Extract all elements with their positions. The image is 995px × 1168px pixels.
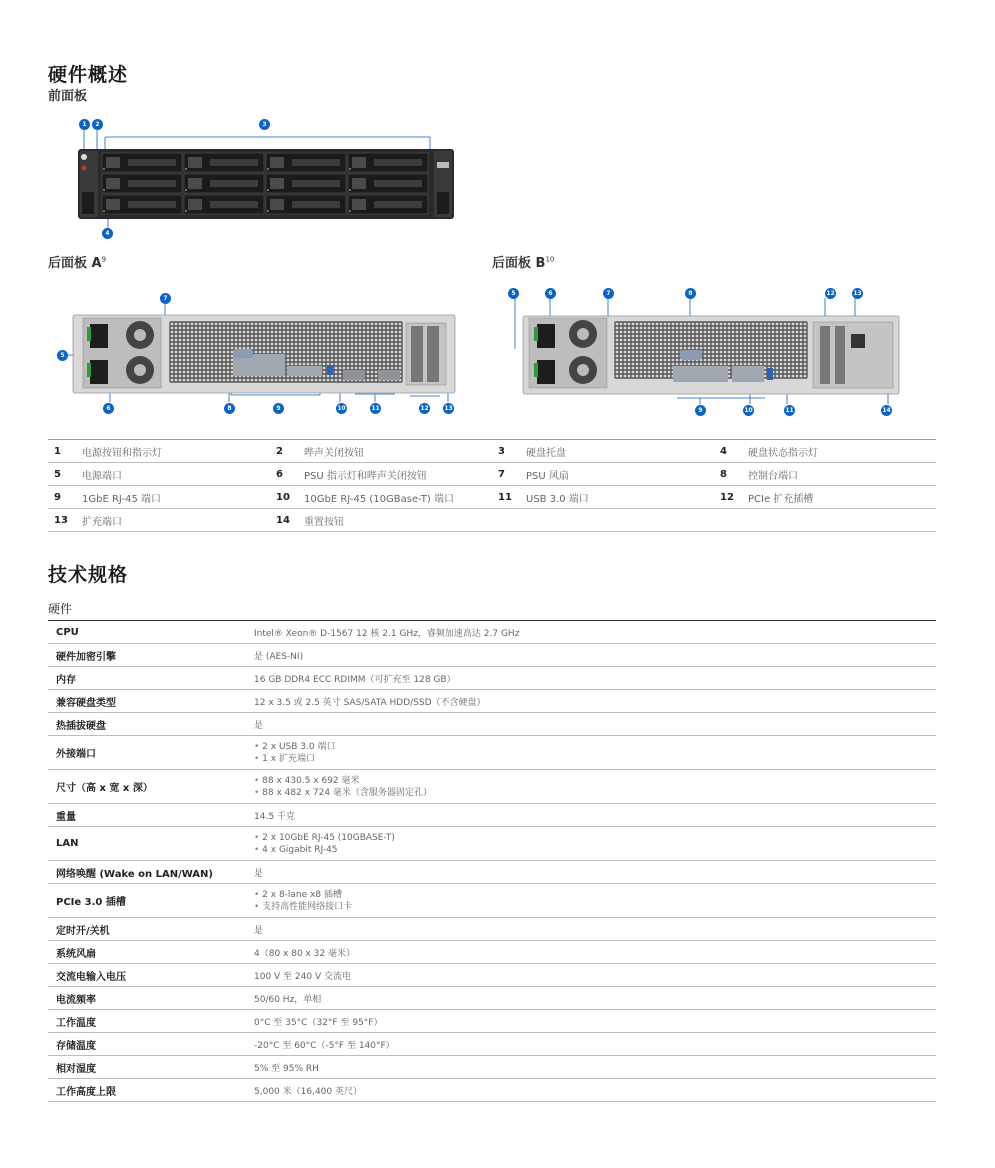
spec-key: 存储温度: [56, 1040, 96, 1052]
spec-value-item: • 2 x USB 3.0 端口: [254, 741, 335, 753]
spec-value: 是: [254, 868, 264, 879]
spec-key: 定时开/关机: [56, 925, 110, 937]
spec-value: [254, 889, 352, 913]
component-legend: [48, 439, 936, 532]
spec-value: 12 x 3.5 或 2.5 英寸 SAS/SATA HDD/SSD（不含硬盘）: [254, 697, 486, 708]
overview-title: 硬件概述: [48, 64, 129, 86]
callout-4: 4: [102, 228, 113, 239]
spec-row: [48, 964, 936, 987]
spec-row: [48, 987, 936, 1010]
spec-row: [48, 770, 936, 804]
spec-key: 系统风扇: [56, 948, 96, 960]
spec-key: 重量: [56, 811, 76, 823]
callout-12: 12: [420, 405, 429, 412]
legend-row: 13 扩充端口 14 重置按钮: [48, 509, 936, 532]
spec-key: 外接端口: [56, 749, 96, 760]
legend-row: 5 电源端口 6 PSU 指示灯和哔声关闭按钮 7 PSU 风扇 8 控制台端口: [48, 463, 936, 486]
spec-row: [48, 884, 936, 918]
spec-row: [48, 804, 936, 827]
callout-7: 7: [160, 293, 171, 304]
spec-row: [48, 918, 936, 941]
spec-row: [48, 713, 936, 736]
spec-row: [48, 1079, 936, 1102]
spec-key: 交流电输入电压: [56, 971, 126, 983]
callout-5: 5: [57, 350, 68, 361]
spec-row: [48, 861, 936, 884]
callout-6b: 6: [545, 288, 556, 299]
spec-value: 是 (AES-NI): [254, 651, 304, 662]
spec-value: 4（80 x 80 x 32 毫米）: [254, 948, 356, 959]
spec-value-item: • 1 x 扩充端口: [254, 753, 335, 765]
callout-6: 6: [103, 403, 114, 414]
spec-row: [48, 644, 936, 667]
spec-value: 50/60 Hz，单相: [254, 994, 322, 1005]
spec-row: [48, 941, 936, 964]
spec-key: LAN: [56, 838, 79, 849]
spec-value: 0°C 至 35°C（32°F 至 95°F）: [254, 1017, 383, 1028]
callout-13b: 13: [853, 290, 862, 297]
spec-key: PCIe 3.0 插槽: [56, 897, 126, 908]
spec-value: 14.5 千克: [254, 811, 295, 822]
spec-value: 是: [254, 720, 264, 731]
callout-8b: 8: [685, 288, 696, 299]
callout-12b: 12: [826, 290, 835, 297]
spec-value: 100 V 至 240 V 交流电: [254, 971, 351, 982]
spec-key: 硬件加密引擎: [56, 651, 116, 663]
spec-key: 工作温度: [56, 1017, 96, 1029]
legend-row: 9 1GbE RJ-45 端口 10 10GbE RJ-45 (10GBase-T) 端口 11 USB 3.0 端口 12 PCIe 扩充插槽: [48, 486, 936, 509]
rear-panel-a-label: 后面板 $A^9$: [48, 255, 107, 271]
spec-row: [48, 1033, 936, 1056]
spec-key: 相对湿度: [56, 1063, 96, 1075]
spec-value-item: • 88 x 430.5 x 692 毫米: [254, 775, 432, 787]
callout-8: 8: [224, 403, 235, 414]
spec-value-item: • 88 x 482 x 724 毫米（含服务器固定孔）: [254, 787, 432, 799]
spec-value: 5% 至 95% RH: [254, 1063, 319, 1074]
spec-row: [48, 827, 936, 861]
spec-value-item: • 2 x 10GbE RJ-45 (10GBASE-T): [254, 832, 395, 844]
spec-value: [254, 775, 432, 799]
spec-value: Intel® Xeon® D-1567 12 核 2.1 GHz，睿频加速高达 2.7 GHz: [254, 628, 520, 639]
callout-11b: 11: [785, 407, 794, 414]
spec-row: [48, 621, 936, 644]
spec-key: 热插拔硬盘: [56, 720, 106, 732]
spec-row: [48, 1056, 936, 1079]
spec-value-item: • 2 x 8-lane x8 插槽: [254, 889, 352, 901]
callout-5b: 5: [508, 288, 519, 299]
callout-10: 10: [337, 405, 346, 412]
specs-section-label: 硬件: [48, 602, 73, 616]
callout-14b: 14: [882, 407, 891, 414]
spec-row: [48, 690, 936, 713]
spec-key: 兼容硬盘类型: [56, 697, 116, 709]
callout-9: 9: [273, 403, 284, 414]
callout-11: 11: [371, 405, 380, 412]
spec-value: [254, 832, 395, 856]
spec-row: [48, 1010, 936, 1033]
callout-2: 2: [92, 119, 103, 130]
spec-value-item: • 4 x Gigabit RJ-45: [254, 844, 395, 856]
callout-10b: 10: [744, 407, 753, 414]
spec-value-item: • 支持高性能网络接口卡: [254, 901, 352, 913]
spec-row: [48, 736, 936, 770]
spec-key: 尺寸（高 x 宽 x 深）: [56, 783, 153, 794]
spec-key: 网络唤醒 (Wake on LAN/WAN): [56, 868, 213, 880]
spec-key: 电流频率: [56, 994, 96, 1006]
callout-3: 3: [259, 119, 270, 130]
spec-value: [254, 741, 335, 765]
rear-panel-b-label: 后面板 $B^{10}$: [492, 255, 555, 271]
spec-key: CPU: [56, 626, 79, 638]
callout-7b: 7: [603, 288, 614, 299]
spec-value: 16 GB DDR4 ECC RDIMM（可扩充至 128 GB）: [254, 674, 456, 685]
spec-value: -20°C 至 60°C（-5°F 至 140°F）: [254, 1040, 395, 1051]
callout-1: 1: [79, 119, 90, 130]
spec-key: 内存: [56, 674, 76, 686]
callout-13: 13: [444, 405, 453, 412]
spec-key: 工作高度上限: [56, 1086, 116, 1098]
spec-table: [48, 620, 936, 1102]
spec-value: 是: [254, 925, 264, 936]
legend-row: 1 电源按钮和指示灯 2 哔声关闭按钮 3 硬盘托盘 4 硬盘状态指示灯: [48, 440, 936, 463]
specs-title: 技术规格: [48, 564, 129, 586]
callout-9b: 9: [695, 405, 706, 416]
spec-row: [48, 667, 936, 690]
spec-value: 5,000 米（16,400 英尺）: [254, 1086, 362, 1097]
front-panel-label: 前面板: [48, 89, 88, 104]
